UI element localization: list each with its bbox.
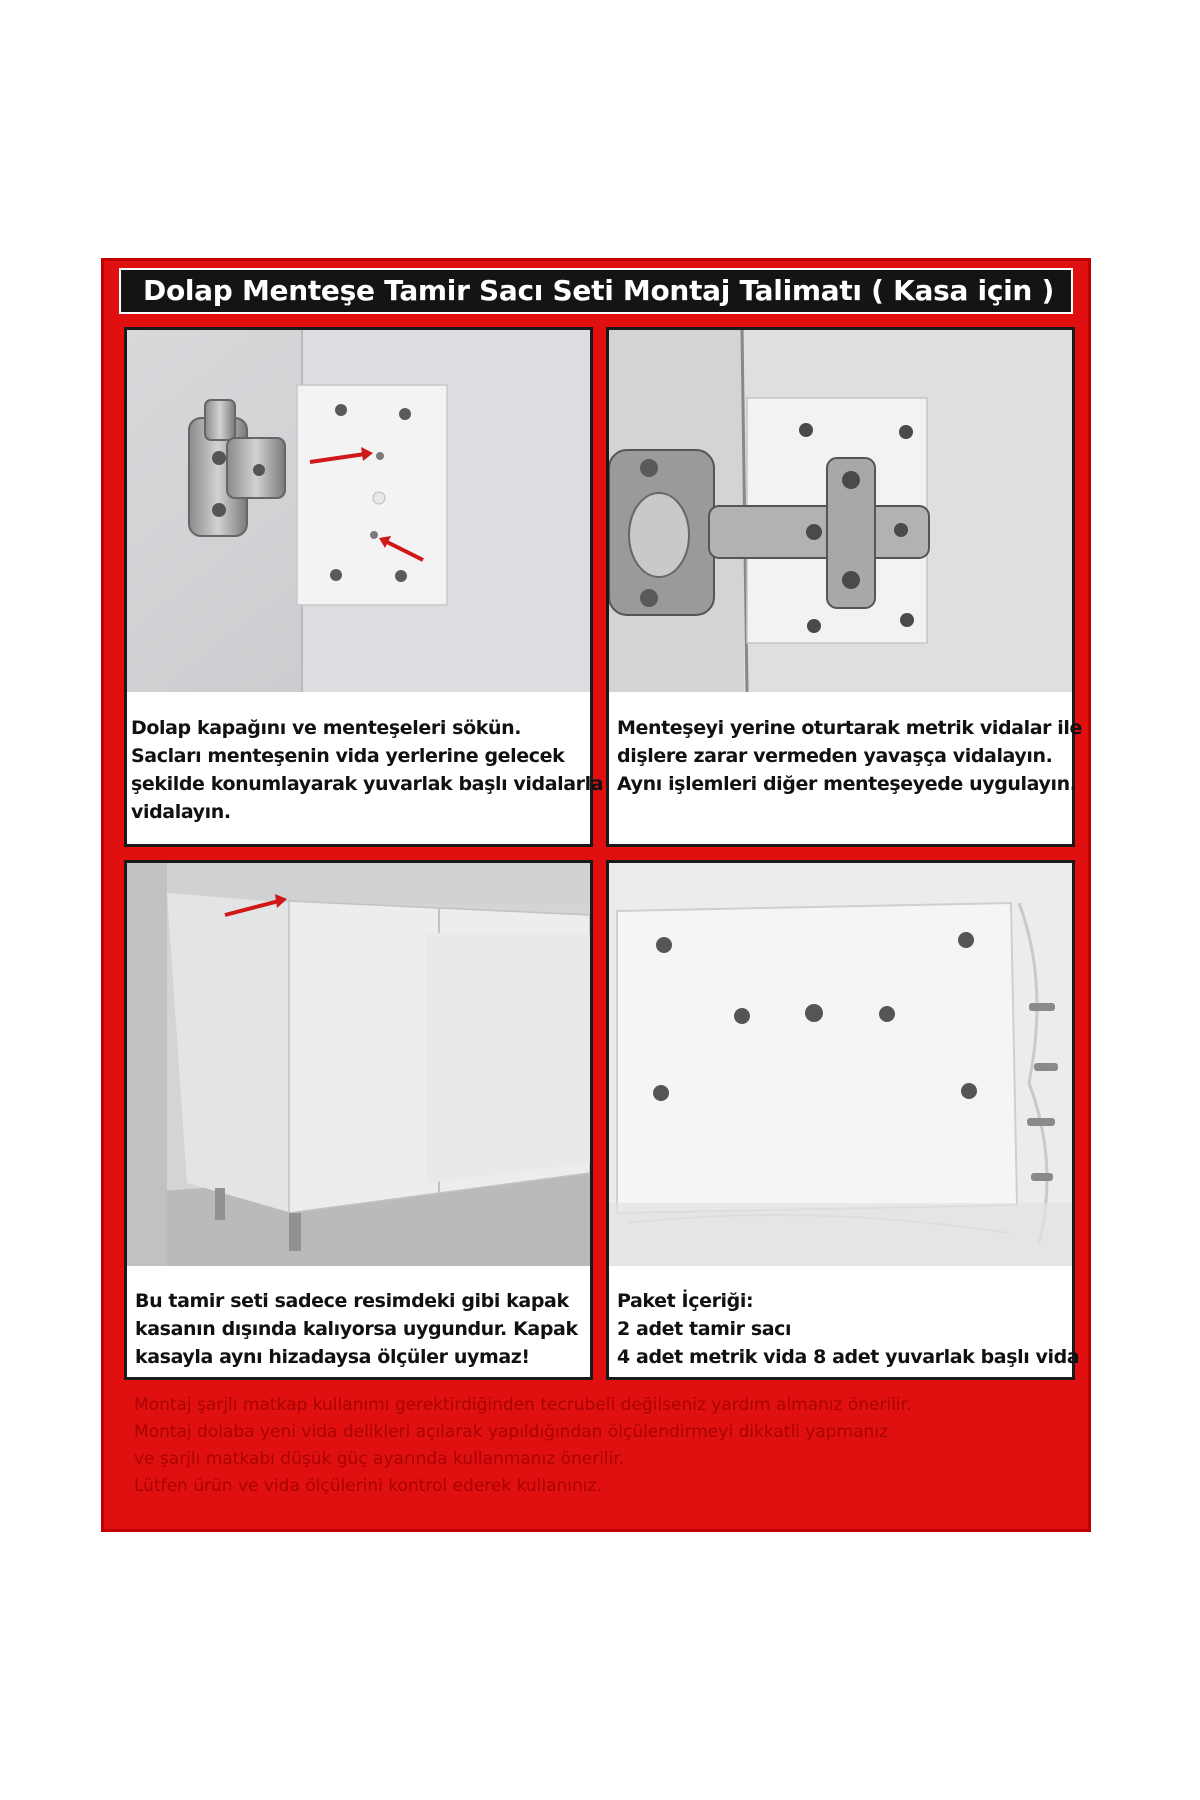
step-3-caption (135, 1287, 578, 1371)
caption-line: Paket İçeriği: (617, 1290, 754, 1312)
photo-hinge-installed (609, 330, 1072, 692)
caption-line: Dolap kapağını ve menteşeleri sökün. (131, 717, 522, 739)
sheet-title: Dolap Menteşe Tamir Sacı Seti Montaj Talimatı ( Kasa için ) (143, 274, 1054, 307)
step-panel-2 (606, 327, 1083, 847)
note-line: ve şarjlı matkabı düşük güç ayarında kullanmanız önerilir. (134, 1449, 625, 1469)
step-panel-1 (124, 327, 604, 847)
step-panel-4 (606, 860, 1080, 1380)
caption-line: 4 adet metrik vida 8 adet yuvarlak başlı vida (617, 1346, 1080, 1368)
warning-notes (134, 1392, 1074, 1500)
caption-line: şekilde konumlayarak yuvarlak başlı vidalarla (131, 773, 604, 795)
caption-line: Menteşeyi yerine oturtarak metrik vidalar ile (617, 717, 1083, 739)
note-line: Montaj şarjlı matkap kullanımı gerektirdiğinden tecrubeli değilseniz yardım almanız önerilir. (134, 1395, 912, 1415)
caption-line: Aynı işlemleri diğer menteşeyede uygulayın. (617, 773, 1077, 795)
photo-package-contents (609, 863, 1072, 1266)
title-bar (119, 268, 1073, 314)
caption-line: dişlere zarar vermeden yavaşça vidalayın. (617, 745, 1053, 767)
caption-line: Bu tamir seti sadece resimdeki gibi kapak (135, 1290, 569, 1312)
step-1-caption (131, 714, 603, 826)
caption-line: kasanın dışında kalıyorsa uygundur. Kapak (135, 1318, 578, 1340)
photo-plate-mounted (127, 330, 590, 692)
caption-line: kasayla aynı hizadaysa ölçüler uymaz! (135, 1346, 530, 1368)
step-panel-3 (124, 860, 593, 1380)
step-2-caption (617, 714, 1082, 798)
note-line: Montaj dolaba yeni vida delikleri açılarak yapıldığından ölçülendirmeyi dikkatli yapmanız (134, 1422, 888, 1442)
caption-line: vidalayın. (131, 801, 231, 823)
caption-line: Sacları menteşenin vida yerlerine gelecek (131, 745, 565, 767)
note-line: Lütfen ürün ve vida ölçülerini kontrol ederek kullanınız. (134, 1476, 602, 1496)
caption-line: 2 adet tamir sacı (617, 1318, 792, 1340)
photo-cabinet (127, 863, 590, 1266)
step-4-caption (617, 1287, 1079, 1371)
